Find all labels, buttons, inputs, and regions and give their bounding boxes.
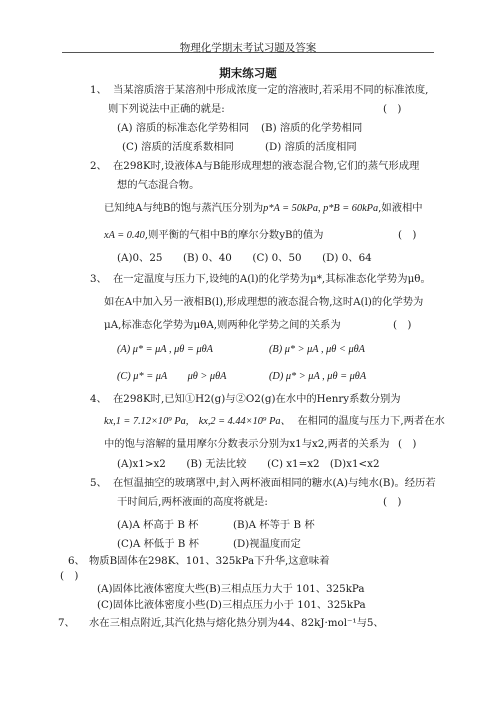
q1-option-d: (D) 溶质的活度相同: [265, 141, 357, 153]
q6-options-cd: (C)固体比液体密度小些(D)三相点压力小于 101、325kPa: [97, 599, 366, 611]
q2-xa-value: xA = 0.40: [104, 230, 145, 241]
q3-option-d: (D) μ* > μA , μθ = μθA: [269, 371, 367, 382]
header-rule: [62, 52, 434, 53]
q3-text-line3: μA,标准态化学势为μθA,则两种化学势之间的关系为: [104, 319, 341, 331]
q5-answer-bracket: ( ): [383, 496, 402, 508]
q1-number: 1、: [90, 84, 107, 96]
q4-text-line2b: 在相同的温度与压力下,两者在水: [297, 415, 445, 427]
q3-text-line2: 如在A中加入另一液相B(l),形成理想的液态混合物,这时A(l)的化学势为: [104, 296, 424, 308]
q3-answer-bracket: ( ): [393, 319, 412, 331]
q2-text-line1: 在298K时,设液体A与B能形成理想的液态混合物,它们的蒸气形成理: [113, 160, 420, 172]
q2-vapor-pressures: p*A = 50kPa, p*B = 60kPa: [263, 203, 379, 214]
q3-option-c: (C) μ* = μA μθ > μθA: [117, 371, 227, 382]
q5-number: 5、: [90, 477, 107, 489]
q5-option-d: (D)视温度而定: [233, 538, 301, 550]
page-header: 物理化学期末考试习题及答案: [179, 42, 317, 54]
q1-text-line1: 当某溶质溶于某溶剂中形成浓度一定的溶液时,若采用不同的标准浓度,: [113, 84, 429, 96]
q7-number: 7、: [58, 617, 75, 629]
q3-text-line1: 在一定温度与压力下,设纯的A(l)的化学势为μ*,其标准态化学势为μθ。: [113, 273, 431, 285]
q5-text-line2: 干时间后,两杯液面的高度将就是:: [117, 496, 268, 508]
q2-text-line3a: 已知纯A与纯B的饱与蒸汽压分别为: [104, 202, 264, 214]
q3-option-a: (A) μ* = μA , μθ = μθA: [117, 344, 213, 355]
q3-number: 3、: [90, 273, 107, 285]
q4-number: 4、: [90, 393, 107, 405]
q4-text-line1: 在298K时,已知①H2(g)与②O2(g)在水中的Henry系数分别为: [113, 393, 401, 405]
q2-text-line4: ,则平衡的气相中B的摩尔分数yB的值为: [144, 229, 324, 241]
q4-text-line3: 中的饱与溶解的量用摩尔分数表示分别为x1与x2,两者的关系为: [104, 438, 390, 450]
q4-options: (A)x1>x2 (B) 无法比较 (C) x1=x2 (D)x1<x2: [117, 458, 380, 470]
q2-text-line3b: ,如液相中: [378, 202, 423, 214]
q2-number: 2、: [90, 160, 107, 172]
q5-option-a: (A)A 杯高于 B 杯: [117, 519, 199, 531]
q1-option-a: (A) 溶质的标准态化学势相同: [117, 122, 250, 134]
q5-text-line1: 在恒温抽空的玻璃罩中,封入两杯液面相同的糖水(A)与纯水(B)。经历若: [113, 477, 436, 489]
q6-text-line1: 物质B固体在298K、101、325kPa下升华,这意味着: [89, 555, 330, 567]
q1-text-line2: 则下列说法中正确的就是:: [108, 103, 225, 115]
q1-option-c: (C) 溶质的活度系数相同: [122, 141, 234, 153]
q2-text-line2: 想的气态混合物。: [117, 179, 200, 191]
q6-answer-bracket: ( ): [60, 570, 79, 582]
q7-text-line1: 水在三相点附近,其汽化热与熔化热分别为44、82kJ·mol⁻¹与5、: [89, 617, 384, 629]
q3-option-b: (B) μ* > μA , μθ < μθA: [269, 344, 365, 355]
q2-answer-bracket: ( ): [398, 229, 417, 241]
q4-answer-bracket: ( ): [398, 438, 417, 450]
q1-option-b: (B) 溶质的化学势相同: [261, 122, 363, 134]
q5-option-b: (B)A 杯等于 B 杯: [233, 519, 315, 531]
q4-henry-constants: kx,1 = 7.12×10⁹ Pa, kx,2 = 4.44×10⁹ Pa、: [104, 416, 291, 427]
q2-options: (A)0、25 (B) 0、40 (C) 0、50 (D) 0、64: [117, 252, 372, 264]
q6-options-ab: (A)固体比液体密度大些(B)三相点压力大于 101、325kPa: [97, 583, 365, 595]
q2-text-line3: [104, 202, 423, 215]
document-title: 期末练习题: [219, 66, 277, 80]
q6-number: 6、: [68, 555, 85, 567]
q5-option-c: (C)A 杯低于 B 杯: [117, 538, 199, 550]
q1-answer-bracket: ( ): [383, 103, 402, 115]
